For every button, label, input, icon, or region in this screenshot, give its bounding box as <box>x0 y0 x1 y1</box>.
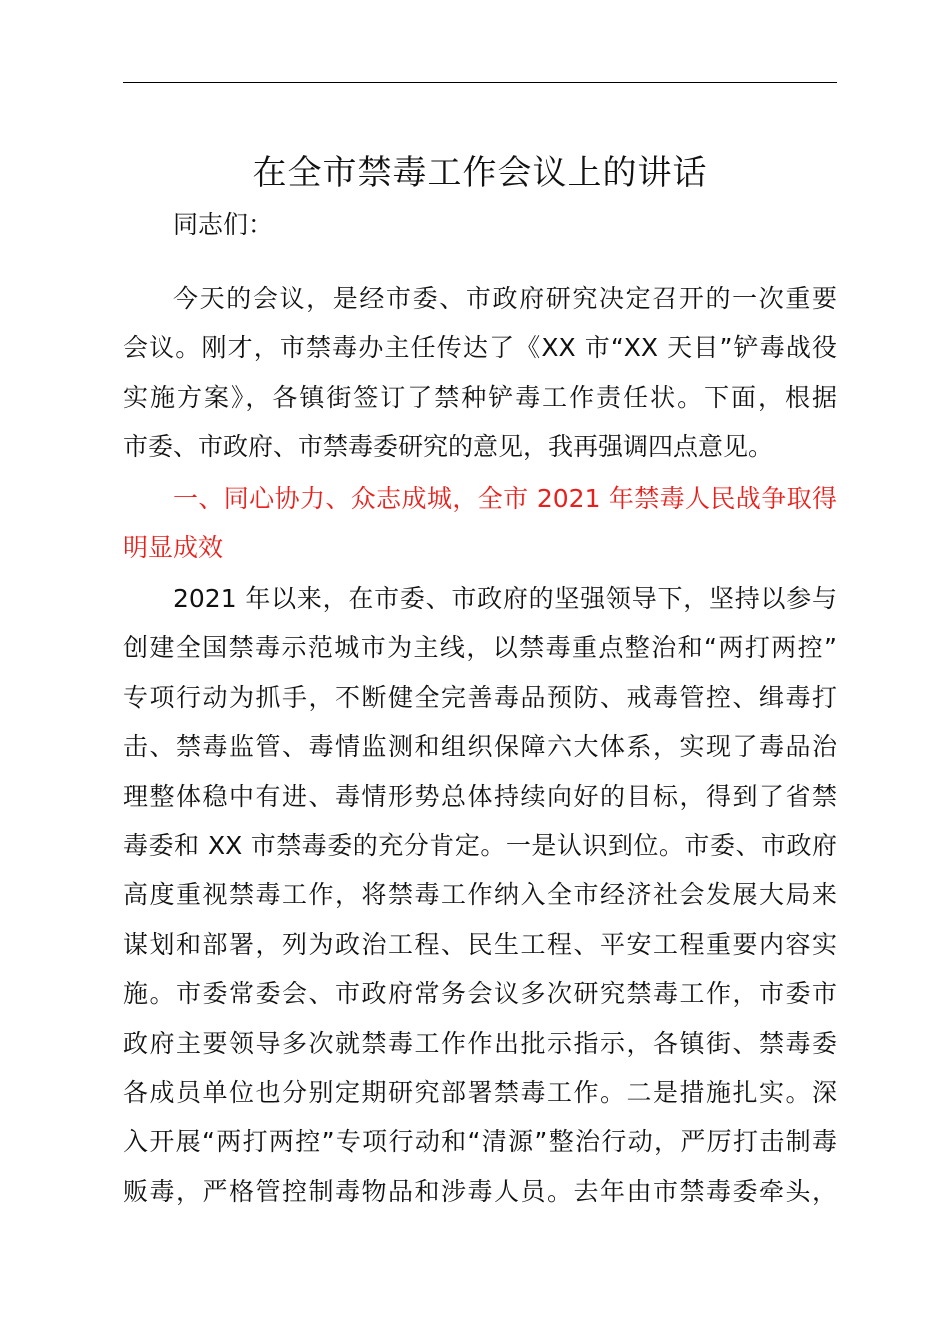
paragraph-line: 政府主要领导多次就禁毒工作作出批示指示，各镇街、禁毒委 <box>123 1028 837 1058</box>
paragraph-line: 会议。刚才，市禁毒办主任传达了《XX 市“XX 天目”铲毒战役 <box>123 333 837 363</box>
paragraph-line: 实施方案》，各镇街签订了禁种铲毒工作责任状。下面，根据 <box>123 382 837 412</box>
paragraph-line: 创建全国禁毒示范城市为主线，以禁毒重点整治和“两打两控” <box>123 633 837 663</box>
paragraph-line: 各成员单位也分别定期研究部署禁毒工作。二是措施扎实。深 <box>123 1077 837 1107</box>
salutation <box>123 200 837 249</box>
paragraph-line: 理整体稳中有进、毒情形势总体持续向好的目标，得到了省禁 <box>123 781 837 811</box>
header-rule <box>123 82 837 83</box>
document-title: 在全市禁毒工作会议上的讲话 <box>252 153 708 193</box>
paragraph-line: 高度重视禁毒工作，将禁毒工作纳入全市经济社会发展大局来 <box>123 880 837 910</box>
salutation-line: 同志们： <box>173 210 274 239</box>
section-heading-one <box>123 474 837 573</box>
paragraph-line: 入开展“两打两控”专项行动和“清源”整治行动，严厉打击制毒 <box>123 1127 837 1157</box>
paragraph-line: 谋划和部署，列为政治工程、民生工程、平安工程重要内容实 <box>123 929 837 959</box>
paragraph-line: 施。市委常委会、市政府常务会议多次研究禁毒工作，市委市 <box>123 979 837 1009</box>
paragraph-line: 2021 年以来，在市委、市政府的坚强领导下，坚持以参与 <box>173 584 837 613</box>
paragraph-line: 毒委和 XX 市禁毒委的充分肯定。一是认识到位。市委、市政府 <box>123 830 837 860</box>
heading-line: 一、同心协力、众志成城，全市 2021 年禁毒人民战争取得 <box>173 484 837 513</box>
paragraph-line: 专项行动为抓手，不断健全完善毒品预防、戒毒管控、缉毒打 <box>123 682 837 712</box>
paragraph-section-one <box>123 574 837 1216</box>
paragraph-intro <box>123 274 837 472</box>
paragraph-line: 贩毒，严格管控制毒物品和涉毒人员。去年由市禁毒委牵头， <box>123 1176 837 1206</box>
paragraph-line: 今天的会议，是经市委、市政府研究决定召开的一次重要 <box>173 284 837 313</box>
paragraph-line: 击、禁毒监管、毒情监测和组织保障六大体系，实现了毒品治 <box>123 732 837 762</box>
heading-line: 明显成效 <box>123 533 224 563</box>
paragraph-line: 市委、市政府、市禁毒委研究的意见，我再强调四点意见。 <box>123 432 774 462</box>
